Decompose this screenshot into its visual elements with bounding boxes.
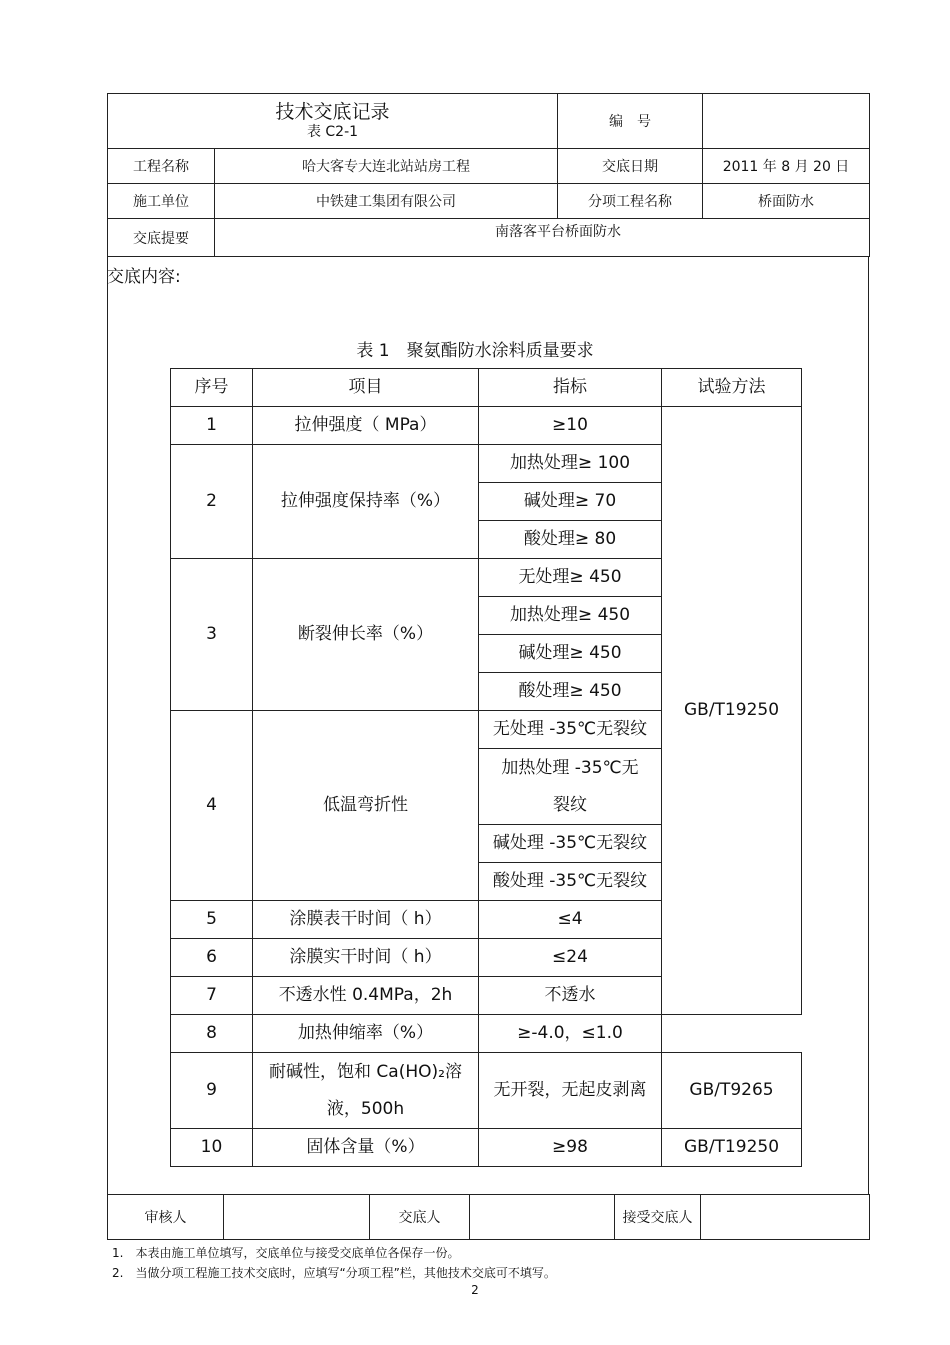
row-index: 无处理≥ 450 <box>479 559 662 597</box>
row-index: ≥10 <box>479 407 662 445</box>
row-item: 低温弯折性 <box>253 711 479 901</box>
subproject-value: 桥面防水 <box>703 184 870 219</box>
footnote: 2. 当做分项工程施工技术交底时，应填写“分项工程”栏，其他技术交底可不填写。 <box>112 1266 556 1280</box>
row-item: 涂膜实干时间（ h） <box>253 939 479 977</box>
row-index: 碱处理≥ 70 <box>479 483 662 521</box>
project-value: 哈大客专大连北站站房工程 <box>215 149 558 184</box>
discloser-value <box>470 1195 615 1240</box>
row-item: 拉伸强度保持率（%） <box>253 445 479 559</box>
row-no: 6 <box>171 939 253 977</box>
subproject-label: 分项工程名称 <box>558 184 703 219</box>
project-label: 工程名称 <box>108 149 215 184</box>
col-header-method: 试验方法 <box>662 369 802 407</box>
title-cell <box>108 94 558 149</box>
row-no: 5 <box>171 901 253 939</box>
table-row <box>171 407 802 445</box>
row-item: 断裂伸长率（%） <box>253 559 479 711</box>
row-no: 1 <box>171 407 253 445</box>
number-label: 编 号 <box>558 94 703 149</box>
row-item: 涂膜表干时间（ h） <box>253 901 479 939</box>
contractor-label: 施工单位 <box>108 184 215 219</box>
row-no: 10 <box>171 1129 253 1167</box>
row-index: 酸处理≥ 450 <box>479 673 662 711</box>
header-table <box>107 93 870 257</box>
row-index: 不透水 <box>479 977 662 1015</box>
col-header-item: 项目 <box>253 369 479 407</box>
summary-label: 交底提要 <box>108 219 215 257</box>
row-index: 酸处理 -35℃无裂纹 <box>479 863 662 901</box>
table-caption: 表 1 聚氨酯防水涂料质量要求 <box>356 341 594 361</box>
table-row <box>171 1015 802 1053</box>
row-item: 加热伸缩率（%） <box>253 1015 479 1053</box>
row-no: 4 <box>171 711 253 901</box>
row-item: 耐碱性，饱和 Ca(HO)₂溶液，500h <box>253 1053 479 1129</box>
row-no: 7 <box>171 977 253 1015</box>
row-item: 固体含量（%） <box>253 1129 479 1167</box>
row-index: 加热处理 -35℃无裂纹 <box>479 749 662 825</box>
row-no: 8 <box>171 1015 253 1053</box>
row-index: 无开裂，无起皮剥离 <box>479 1053 662 1129</box>
date-value: 2011 年 8 月 20 日 <box>703 149 870 184</box>
summary-value: 南落客平台桥面防水 <box>215 219 870 257</box>
document-title: 技术交底记录 <box>275 101 390 123</box>
page-number: 2 <box>471 1283 479 1297</box>
date-label: 交底日期 <box>558 149 703 184</box>
table-row <box>171 1053 802 1129</box>
row-index: 无处理 -35℃无裂纹 <box>479 711 662 749</box>
row-method: GB/T9265 <box>662 1053 802 1129</box>
contractor-value: 中铁建工集团有限公司 <box>215 184 558 219</box>
row-no: 2 <box>171 445 253 559</box>
table-row <box>171 1129 802 1167</box>
row-index: ≥-4.0，≤1.0 <box>479 1015 662 1053</box>
number-value <box>703 94 870 149</box>
col-header-index: 指标 <box>479 369 662 407</box>
spec-table <box>170 368 802 1167</box>
row-index: 加热处理≥ 450 <box>479 597 662 635</box>
row-index: 酸处理≥ 80 <box>479 521 662 559</box>
row-item: 拉伸强度（ MPa） <box>253 407 479 445</box>
row-no: 3 <box>171 559 253 711</box>
row-item: 不透水性 0.4MPa，2h <box>253 977 479 1015</box>
row-index: ≥98 <box>479 1129 662 1167</box>
reviewer-label: 审核人 <box>108 1195 224 1240</box>
row-method: GB/T19250 <box>662 407 802 1015</box>
content-label: 交底内容: <box>107 267 181 287</box>
row-index: ≤4 <box>479 901 662 939</box>
row-index: 加热处理≥ 100 <box>479 445 662 483</box>
receiver-label: 接受交底人 <box>615 1195 701 1240</box>
row-index: 碱处理≥ 450 <box>479 635 662 673</box>
receiver-value <box>701 1195 870 1240</box>
row-method: GB/T19250 <box>662 1129 802 1167</box>
row-index: 碱处理 -35℃无裂纹 <box>479 825 662 863</box>
footnotes <box>112 1243 556 1283</box>
row-index: ≤24 <box>479 939 662 977</box>
discloser-label: 交底人 <box>370 1195 470 1240</box>
form-number: 表 C2-1 <box>306 124 359 140</box>
signature-table <box>107 1194 870 1240</box>
row-no: 9 <box>171 1053 253 1129</box>
reviewer-value <box>224 1195 370 1240</box>
footnote: 1. 本表由施工单位填写，交底单位与接受交底单位各保存一份。 <box>112 1246 460 1260</box>
col-header-no: 序号 <box>171 369 253 407</box>
